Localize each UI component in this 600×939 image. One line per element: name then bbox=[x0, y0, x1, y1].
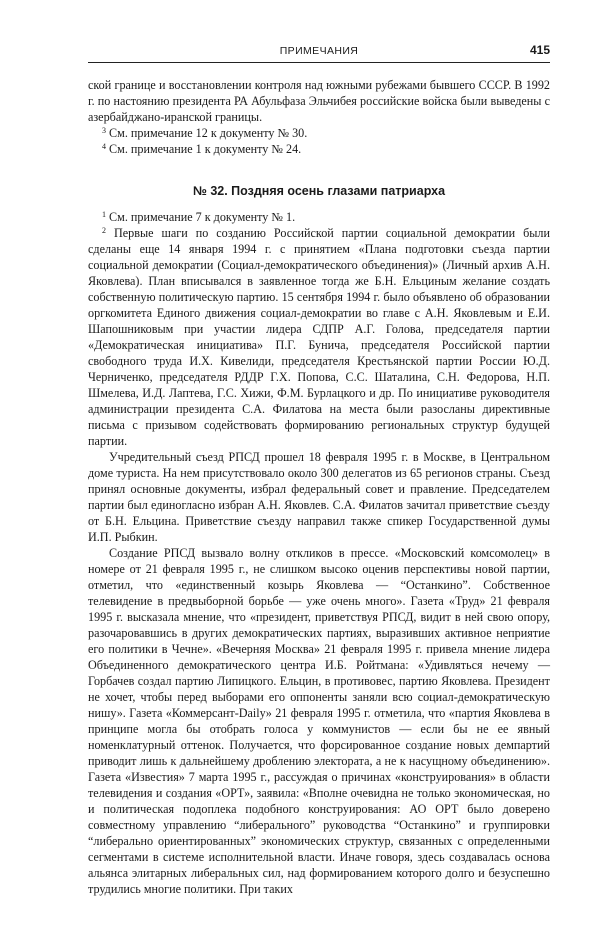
page-number: 415 bbox=[529, 43, 550, 57]
endnote-4 bbox=[88, 141, 550, 157]
running-header-title: ПРИМЕЧАНИЯ bbox=[279, 45, 359, 57]
endnote-text: Первые шаги по созданию Российской партии социальной демократии были сделаны еще 14 января 1994 г. с принятием «Плана подготовки съезда партии социальной демократии (Социал-демократического объединения)» (Личный архив А.Н. Яковлева). План вписывался в заявленное тогда же Б.Н. Ельциным желание создать собственную политическую партию. 15 сентября 1994 г. было объявлено об образовании оргкомитета Единого движения социал-демократии во главе с А.Н. Яковлевым и Е.И. Шапошниковым при участии лидера СДПР А.Г. Голова, председателя партии «Демократическая инициатива» П.Г. Бунича, председателя Российской партии свободного труда И.Х. Кивелиди, председателя Крестьянской партии России Ю.Д. Черниченко, председателя РДДР Г.Х. Попова, С.С. Шаталина, С.Н. Федорова, Н.П. Шмелева, И.Д. Лаптева, Г.С. Хижи, Ф.М. Бурлацкого и др. По инициативе руководителя администрации президента С.А. Филатова на места были разосланы директивные письма с призывом содействовать формированию региональных структур будущей партии. bbox=[88, 226, 550, 448]
endnote-text: См. примечание 7 к документу № 1. bbox=[109, 210, 296, 224]
endnote-text: См. примечание 12 к документу № 30. bbox=[109, 126, 308, 140]
running-header bbox=[88, 42, 550, 63]
endnote-number: 2 bbox=[102, 226, 106, 235]
endnote-number: 3 bbox=[102, 126, 106, 135]
endnote-text: См. примечание 1 к документу № 24. bbox=[109, 142, 302, 156]
body-paragraph: Учредительный съезд РПСД прошел 18 февраля 1995 г. в Москве, в Центральном доме туриста. На нем присутствовало около 300 делегатов из 65 регионов страны. Съезд принял основные документы, избрал федеральный совет и правление. Председателем партии был единогласно избран А.Н. Яковлев. С.А. Филатов зачитал приветствие съезду от Б.Н. Ельцина. Приветствие съезду направил также спикер Государственной думы И.П. Рыбкин. bbox=[88, 450, 550, 544]
endnote-3 bbox=[88, 125, 550, 141]
page-body bbox=[88, 77, 550, 897]
endnote-2 bbox=[88, 225, 550, 449]
endnote-number: 1 bbox=[102, 210, 106, 219]
endnote-number: 4 bbox=[102, 142, 106, 151]
body-paragraph: Создание РПСД вызвало волну откликов в прессе. «Московский комсомолец» в номере от 21 февраля 1995 г., не слишком высоко оценив перспективы новой партии, отметил, что «единственный козырь Яковлева — “Останкино”. Собственное телевидение в предвыборной борьбе — уже очень много». Газета «Труд» 21 февраля 1995 г. высказала мнение, что «президент, приветствуя РПСД, видит в ней свою опору, разочаровавшись в других демократических партиях, выразивших активное неприятие его политики в Чечне». «Вечерняя Москва» 21 февраля 1995 г. привела мнение лидера Объединенного демократического центра И.Б. Ройтмана: «Удивляться нечему — Горбачев создал партию Липицкого. Ельцин, в противовес, партию Яковлева. Президент не хочет, чтобы перед выборами его оппоненты заняли всю социал-демократическую нишу». Газета «Коммерсант-Daily» 21 февраля 1995 г. отметила, что «партия Яковлева в принципе могла бы отобрать голоса у коммунистов — если бы не ее явный номенклатурный оттенок. Получается, что форсированное создание новых демпартий приводит лишь к дальнейшему дроблению электората, а не к насущному объединению». Газета «Известия» 7 марта 1995 г., рассуждая о причинах «конструирования» в области телевидения и создания «ОРТ», заявила: «Вполне очевидна не только экономическая, но и политическая подоплека подобного конструирования: АО ОРТ было доверено совместному управлению “либерального” руководства “Останкино” и группировки “либерально ориентированных” экономических структур, связанных с определенными сегментами в системе исполнительной власти. Иначе говоря, здесь создавалась основа альянса элитарных либеральных сил, над формированием которого долго и безуспешно трудились многие политики. При таких bbox=[88, 546, 550, 896]
endnote-1 bbox=[88, 209, 550, 225]
section-heading: № 32. Поздняя осень глазами патриарха bbox=[192, 184, 446, 198]
continuation-paragraph: ской границе и восстановлении контроля над южными рубежами бывшего СССР. В 1992 г. по настоянию президента РА Абульфаза Эльчибея российские войска были выведены с азербайджано-иранской границы. bbox=[88, 78, 550, 124]
